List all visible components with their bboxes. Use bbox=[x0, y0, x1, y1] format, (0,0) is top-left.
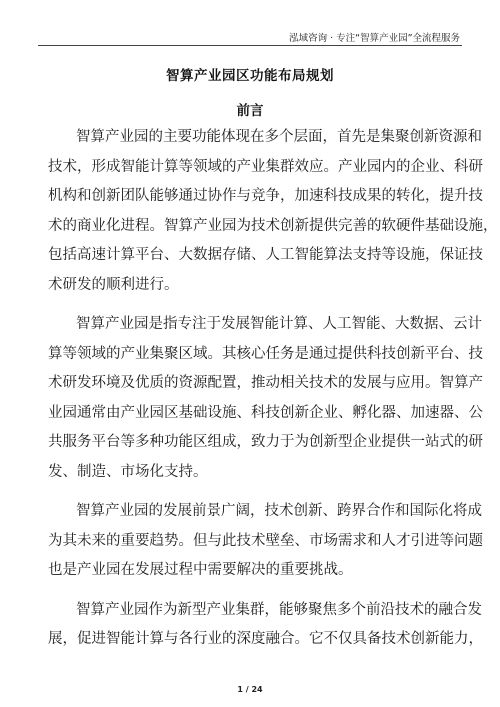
paragraph bbox=[48, 596, 483, 655]
running-header: 泓域咨询 · 专注“智算产业园”全流程服务 bbox=[289, 33, 460, 44]
paragraph-line: 智算产业园的发展前景广阔，技术创新、跨界合作和国际化将成 bbox=[76, 503, 482, 519]
paragraph-line: 算等领域的产业集聚区域。其核心任务是通过提供科技创新平台、技 bbox=[48, 345, 483, 362]
paragraph-line: 技术，形成智能计算等领域的产业集群效应。产业园内的企业、科研 bbox=[48, 158, 483, 175]
paragraph-line: 智算产业园是指专注于发展智能计算、人工智能、大数据、云计 bbox=[76, 316, 482, 332]
paragraph-line: 包括高速计算平台、大数据存储、人工智能算法支持等设施，保证技 bbox=[48, 247, 483, 263]
header-divider bbox=[38, 45, 462, 46]
paragraph-line: 智算产业园作为新型产业集群，能够聚焦多个前沿技术的融合发 bbox=[76, 601, 482, 618]
paragraph-line: 共服务平台等多种功能区组成，致力于为创新型企业提供一站式的研 bbox=[48, 434, 483, 450]
paragraph-line: 为其未来的重要趋势。但与此技术壁垒、市场需求和人才引进等问题 bbox=[48, 532, 483, 549]
paragraph-line: 智算产业园的主要功能体现在多个层面，首先是集聚创新资源和 bbox=[76, 129, 482, 145]
section-heading: 前言 bbox=[236, 103, 264, 119]
paragraph bbox=[48, 497, 483, 586]
paragraph bbox=[48, 310, 483, 487]
paragraph-line: 术研发环境及优质的资源配置，推动相关技术的发展与应用。智算产 bbox=[48, 375, 483, 391]
paragraph-line: 也是产业园在发展过程中需要解决的重要挑战。 bbox=[48, 562, 353, 578]
paragraph-line: 业园通常由产业园区基础设施、科技创新企业、孵化器、加速器、公 bbox=[48, 404, 483, 421]
body-text bbox=[48, 123, 498, 665]
paragraph-line: 展，促进智能计算与各行业的深度融合。它不仅具备技术创新能力， bbox=[48, 631, 483, 647]
paragraph-line: 机构和创新团队能够通过协作与竞争，加速科技成果的转化，提升技 bbox=[48, 188, 483, 204]
paragraph-line: 术研发的顺利进行。 bbox=[48, 276, 179, 293]
paragraph-line: 术的商业化进程。智算产业园为技术创新提供完善的软硬件基础设施， bbox=[48, 217, 498, 234]
page-number: 1 / 24 bbox=[237, 685, 263, 694]
paragraph-line: 发、制造、市场化支持。 bbox=[48, 463, 208, 480]
paragraph bbox=[48, 123, 498, 300]
document-title: 智算产业园区功能布局规划 bbox=[166, 68, 334, 84]
